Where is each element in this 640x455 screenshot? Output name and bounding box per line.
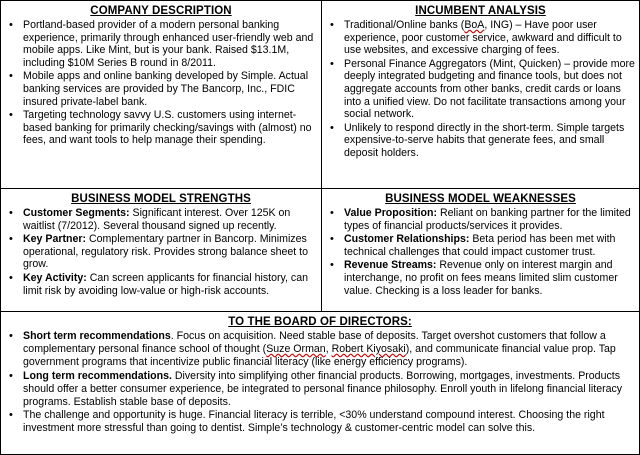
- board-of-directors-section: [0, 311, 640, 455]
- weaknesses-title: BUSINESS MODEL WEAKNESSES: [385, 193, 576, 205]
- incumbent-analysis-list: [326, 19, 635, 160]
- text-run: , ING) – Have poor user experience, poor customer service, awkward and difficult to use websites, and excessive charging of fees.: [344, 19, 622, 57]
- list-item: • The challenge and opportunity is huge. Financial literacy is terrible, <30% understand compound interest. Choosing the right investment more stressful than going to dentist. Simple’s technology & customer-centric model can solve this.: [23, 409, 635, 435]
- item-text: Diversity into simplifying other financial products. Borrowing, mortgages, investments. Products should offer a better consumer experience, be integrated to personal finance philosophy. Enroll youth in lifelong financial literacy programs. Establish stable base of deposits.: [23, 369, 623, 408]
- list-item: [23, 272, 317, 297]
- list-item: • Targeting technology savvy U.S. customers using internet-based banking for primarily checking/savings with (almost) no fees, and want tools to help manage their spending.: [23, 109, 317, 147]
- company-description-list: [5, 19, 317, 147]
- item-label: Value Proposition:: [344, 207, 438, 219]
- incumbent-analysis-title: INCUMBENT ANALYSIS: [415, 5, 546, 17]
- strengths-list: [5, 207, 317, 297]
- text-run: . Focus on acquisition. Need stable base of deposits. Target overshot customers that follow a complementary personal finance school of thought (: [23, 330, 606, 355]
- list-item: • Portland-based provider of a modern personal banking experience, primarily through enhanced user-friendly web and mobile apps. Like Mint, but is your bank. Raised $13.1M, including $10M Series B round in 8/2011.: [23, 19, 317, 69]
- spellcheck-word: Robert Kiyosaki: [331, 342, 406, 355]
- list-item: [23, 370, 635, 409]
- item-label: Key Partner:: [23, 233, 86, 246]
- business-model-strengths-section: [0, 188, 322, 312]
- company-description-title: COMPANY DESCRIPTION: [90, 5, 232, 17]
- list-item: • Personal Finance Aggregators (Mint, Quicken) – provide more deeply integrated budgeting and finance tools, but does not aggregate accounts from other banks, credit cards or loans into a unified view. Do not facilitate transactions among your social network.: [344, 58, 635, 121]
- item-label: Customer Segments:: [23, 207, 130, 219]
- item-text: Significant interest. Over 125K on waitlist (7/2012). Several thousand signed up recently.: [23, 207, 291, 232]
- strengths-title: BUSINESS MODEL STRENGTHS: [71, 193, 251, 205]
- item-label: Revenue Streams:: [344, 259, 437, 272]
- text-run: ), and communicate financial value prop. Tap government programs that incentivize public financial literacy (like energy efficiency programs).: [23, 342, 616, 368]
- item-label: Key Activity:: [23, 271, 87, 284]
- weaknesses-list: [326, 207, 635, 297]
- text-run: ,: [325, 342, 332, 355]
- item-label: Short term recommendations: [23, 330, 171, 342]
- list-item: [344, 233, 635, 258]
- list-item: [23, 207, 317, 232]
- list-item: • Mobile apps and online banking developed by Simple. Actual banking services are provided by The Bancorp, Inc., FDIC insured private-label bank.: [23, 70, 317, 108]
- list-item: [344, 207, 635, 232]
- spellcheck-word: Suze Orman: [266, 342, 326, 355]
- board-list: [5, 330, 635, 435]
- item-label: Customer Relationships:: [344, 233, 470, 246]
- item-text: Can screen applicants for financial history, can limit risk by avoiding low-value or high-risk accounts.: [23, 271, 308, 297]
- list-item: [23, 330, 635, 369]
- list-item: [23, 233, 317, 271]
- company-description-section: [0, 0, 322, 189]
- item-label: Long term recommendations.: [23, 369, 172, 382]
- list-item: • Unlikely to respond directly in the short-term. Simple targets expensive-to-serve habits that generate fees, and small deposit holders.: [344, 122, 635, 160]
- incumbent-analysis-section: [321, 0, 640, 189]
- business-model-weaknesses-section: [321, 188, 640, 312]
- item-text: Reliant on banking partner for the limited types of financial products/services it provides.: [344, 207, 631, 232]
- text-run: Traditional/Online banks (: [344, 19, 465, 31]
- list-item: [344, 259, 635, 297]
- spellcheck-word: BoA: [464, 19, 485, 31]
- board-title: TO THE BOARD OF DIRECTORS:: [228, 316, 412, 328]
- list-item: [344, 19, 635, 57]
- item-text: Complementary partner in Bancorp. Minimizes operational, regulatory risk. Provides strong balance sheet to grow.: [23, 233, 309, 271]
- item-text: Beta period has been met with technical challenges that could impact customer trust.: [344, 233, 616, 258]
- item-text: Revenue only on interest margin and interchange, no profit on fees means limited slim customer value. Checking is a loss leader for banks.: [344, 259, 618, 297]
